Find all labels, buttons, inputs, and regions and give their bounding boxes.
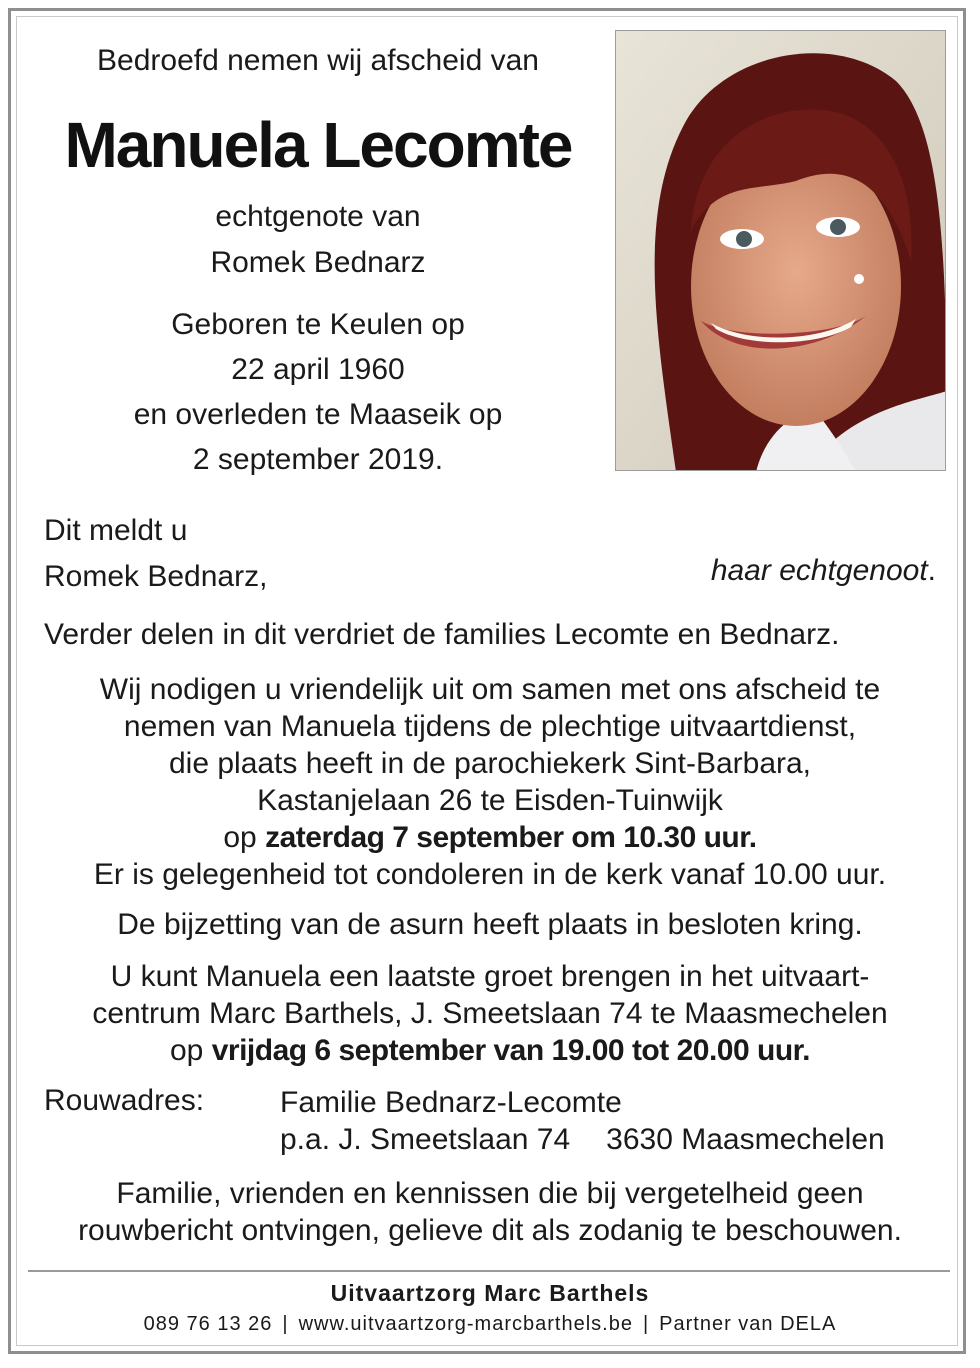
- spouse-role-text: haar echtgenoot: [710, 554, 928, 587]
- announcement-spouse: Romek Bednarz,: [44, 560, 268, 593]
- visit-line-1: U kunt Manuela een laatste groet brengen in het uitvaart-: [110, 960, 870, 993]
- address-street: p.a. J. Smeetslaan 74: [280, 1123, 571, 1156]
- service-line-1: Wij nodigen u vriendelijk uit om samen met ons afscheid te: [99, 673, 881, 706]
- spouse-role: [711, 554, 936, 588]
- death-place: en overleden te Maaseik op: [133, 398, 503, 431]
- relation-line: echtgenote van: [215, 200, 421, 233]
- visit-datetime-bold: vrijdag 6 september van 19.00 tot 20.00 uur.: [211, 1034, 810, 1067]
- announcement-block: [44, 508, 267, 600]
- service-line-2: nemen van Manuela tijdens de plechtige uitvaartdienst,: [123, 710, 857, 743]
- service-datetime: [30, 819, 950, 856]
- visit-datetime-prefix: op: [170, 1034, 212, 1067]
- portrait-photo: [615, 30, 946, 471]
- burial-text: De bijzetting van de asurn heeft plaats in besloten kring.: [117, 908, 863, 941]
- birth-place: Geboren te Keulen op: [171, 308, 465, 341]
- spouse-name: Romek Bednarz: [210, 246, 426, 279]
- footer-partner: Partner van DELA: [659, 1313, 837, 1335]
- service-datetime-prefix: op: [223, 821, 266, 854]
- address-label: Rouwadres:: [44, 1084, 205, 1117]
- intro-text: Bedroefd nemen wij afscheid van: [97, 44, 539, 77]
- footer-divider: [28, 1270, 950, 1272]
- announcement-intro: Dit meldt u: [44, 514, 188, 547]
- footer-contact: [30, 1313, 950, 1336]
- deceased-name: Manuela Lecomte: [64, 109, 572, 181]
- address-family: Familie Bednarz-Lecomte: [280, 1086, 622, 1119]
- service-datetime-bold: zaterdag 7 september om 10.30 uur.: [265, 821, 757, 854]
- closing-line-1: Familie, vrienden en kennissen die bij vergetelheid geen: [116, 1177, 864, 1210]
- visit-datetime: [30, 1032, 950, 1069]
- relation-block: [30, 194, 606, 286]
- footer-website: www.uitvaartzorg-marcbarthels.be: [298, 1313, 633, 1335]
- service-line-3: die plaats heeft in de parochiekerk Sint-Barbara,: [168, 747, 812, 780]
- visit-line-2: centrum Marc Barthels, J. Smeetslaan 74 te Maasmechelen: [92, 997, 888, 1030]
- life-dates-block: [30, 302, 606, 482]
- families-text: Verder delen in dit verdriet de families Lecomte en Bednarz.: [44, 618, 840, 651]
- death-date: 2 september 2019.: [192, 443, 444, 476]
- address-block: [280, 1084, 885, 1158]
- closing-block: [30, 1175, 950, 1249]
- footer-separator: |: [282, 1313, 289, 1335]
- closing-line-2: rouwbericht ontvingen, gelieve dit als zodanig te beschouwen.: [78, 1214, 902, 1247]
- condolence-line: Er is gelegenheid tot condoleren in de kerk vanaf 10.00 uur.: [93, 858, 887, 891]
- visit-block: [30, 958, 950, 1069]
- spouse-role-period: .: [927, 554, 936, 587]
- address-street-line: [280, 1121, 885, 1158]
- birth-date: 22 april 1960: [231, 353, 405, 386]
- footer-phone: 089 76 13 26: [143, 1313, 273, 1335]
- funeral-company-name: Uitvaartzorg Marc Barthels: [330, 1280, 650, 1306]
- address-city: 3630 Maasmechelen: [606, 1123, 885, 1156]
- service-line-4: Kastanjelaan 26 te Eisden-Tuinwijk: [257, 784, 723, 817]
- footer-separator: |: [642, 1313, 650, 1335]
- service-block: [30, 671, 950, 893]
